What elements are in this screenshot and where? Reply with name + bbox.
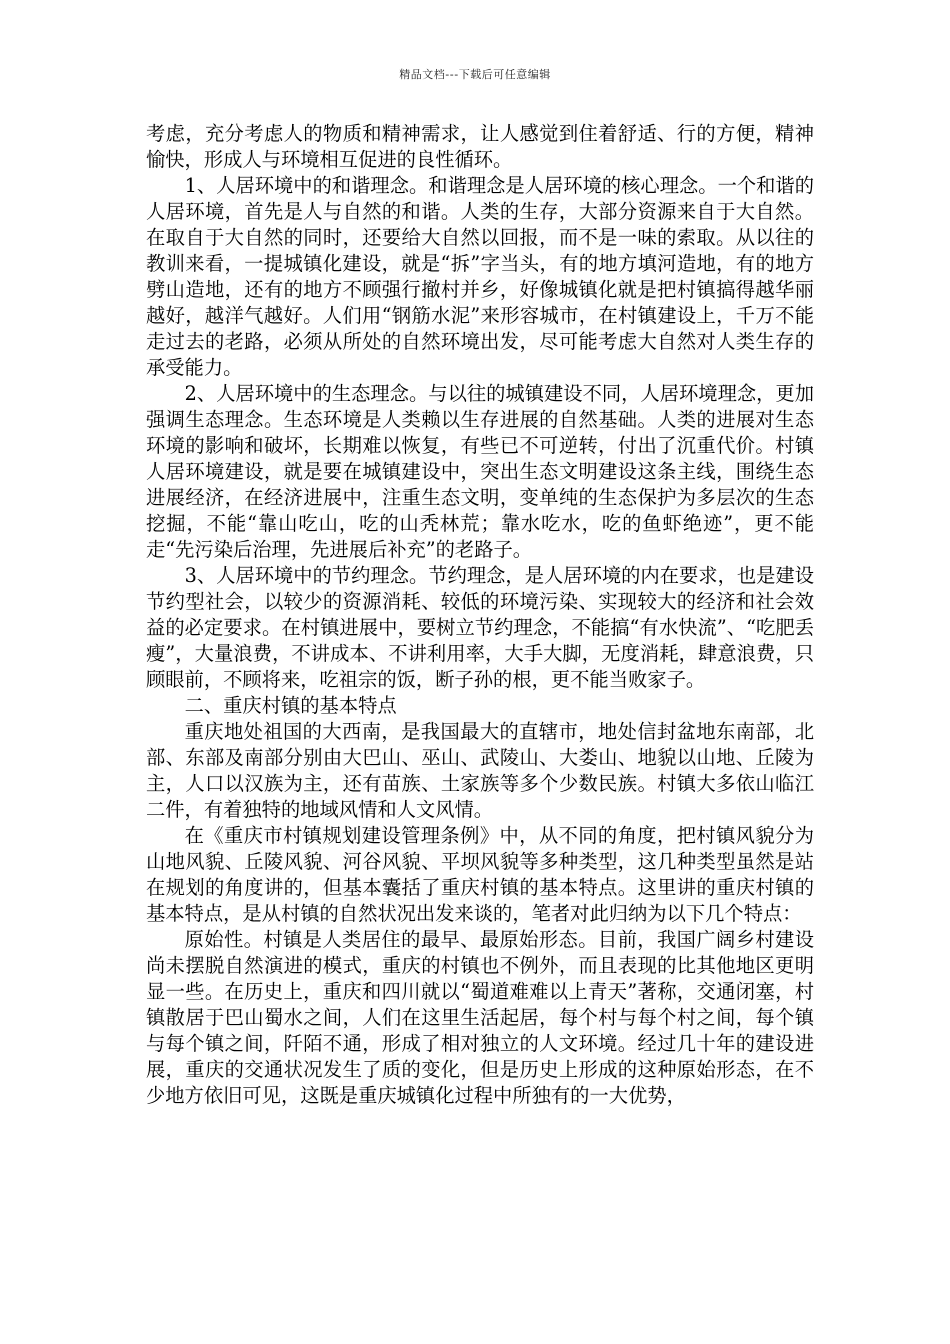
document-body bbox=[146, 121, 814, 1109]
page-header: 精品文档---下载后可任意编辑 bbox=[399, 68, 551, 81]
paragraph-harmony-concept: 1、人居环境中的和谐理念。和谐理念是人居环境的核心理念。一个和谐的人居环境，首先是人与自然的和谐。人类的生存，大部分资源来自于大自然。在取自于大自然的同时，还要给大自然以回报，而不是一味的索取。从以往的教训来看，一提城镇化建设，就是“拆”字当头，有的地方填河造地，有的地方劈山造地，还有的地方不顾强行撤村并乡，好像城镇化就是把村镇搞得越华丽越好，越洋气越好。人们用“钢筋水泥”来形容城市，在村镇建设上，千万不能走过去的老路，必须从所处的自然环境出发，尽可能考虑大自然对人类生存的承受能力。 bbox=[146, 174, 814, 379]
paragraph-village-regulations: 在《重庆市村镇规划建设管理条例》中，从不同的角度，把村镇风貌分为山地风貌、丘陵风貌、河谷风貌、平坝风貌等多种类型，这几种类型虽然是站在规划的角度讲的，但基本囊括了重庆村镇的基本特点。这里讲的重庆村镇的基本特点，是从村镇的自然状况出发来谈的，笔者对此归纳为以下几个特点： bbox=[146, 824, 814, 925]
paragraph-chongqing-geography: 重庆地处祖国的大西南，是我国最大的直辖市，地处信封盆地东南部，北部、东部及南部分别由大巴山、巫山、武陵山、大娄山、地貌以山地、丘陵为主，人口以汉族为主，还有苗族、土家族等多个少数民族。村镇大多依山临江二件，有着独特的地域风情和人文风情。 bbox=[146, 720, 814, 821]
section-heading: 二、重庆村镇的基本特点 bbox=[184, 694, 397, 717]
paragraph-primitiveness: 原始性。村镇是人类居住的最早、最原始形态。目前，我国广阔乡村建设尚未摆脱自然演进的模式，重庆的村镇也不例外，而且表现的比其他地区更明显一些。在历史上，重庆和四川就以“蜀道难难以上青天”著称，交通闭塞，村镇散居于巴山蜀水之间，人们在这里生活起居，每个村与每个村之间，每个镇与每个镇之间，阡陌不通，形成了相对独立的人文环境。经过几十年的建设进展，重庆的交通状况发生了质的变化，但是历史上形成的这种原始形态，在不少地方依旧可见，这既是重庆城镇化过程中所独有的一大优势， bbox=[146, 928, 814, 1107]
paragraph-saving-concept: 3、人居环境中的节约理念。节约理念，是人居环境的内在要求，也是建设节约型社会，以较少的资源消耗、较低的环境污染、实现较大的经济和社会效益的必定要求。在村镇进展中，要树立节约理念，不能搞“有水快流”、“吃肥丢瘦”，大量浪费，不讲成本、不讲利用率，大手大脚，无度消耗，肆意浪费，只顾眼前，不顾将来，吃祖宗的饭，断子孙的根，更不能当败家子。 bbox=[146, 564, 814, 691]
paragraph-ecology-concept: 2、人居环境中的生态理念。与以往的城镇建设不同，人居环境理念，更加强调生态理念。生态环境是人类赖以生存进展的自然基础。人类的进展对生态环境的影响和破坏，长期难以恢复，有些已不可逆转，付出了沉重代价。村镇人居环境建设，就是要在城镇建设中，突出生态文明建设这条主线，围绕生态进展经济，在经济进展中，注重生态文明，变单纯的生态保护为多层次的生态挖掘，不能“靠山吃山，吃的山秃林荒；靠水吃水，吃的鱼虾绝迹”，更不能走“先污染后治理，先进展后补充”的老路子。 bbox=[146, 382, 814, 561]
paragraph-continuation: 考虑，充分考虑人的物质和精神需求，让人感觉到住着舒适、行的方便，精神愉快，形成人与环境相互促进的良性循环。 bbox=[146, 122, 814, 171]
